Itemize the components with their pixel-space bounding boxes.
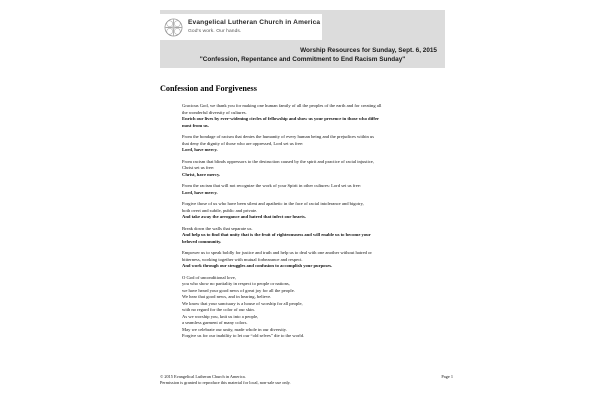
leader-line: the wonderful diversity of cultures. [182, 109, 247, 115]
title-line-2: "Confession, Repentance and Commitment to End Racism Sunday" [199, 56, 406, 64]
leader-line: We know that your sanctuary is a house of worship for all people, [182, 300, 303, 306]
congregation-response-line: And help us to find that unity that is the fruit of righteousness and will enable us to become your [182, 232, 371, 238]
congregation-response-line: Christ, have mercy. [182, 171, 221, 177]
leader-line: From the racism that will not recognize the work of your Spirit in other cultures: Lord set us free: [182, 183, 362, 189]
title-line-1: Worship Resources for Sunday, Sept. 6, 2015 [300, 47, 437, 54]
leader-line: May we celebrate our unity, made whole in our diversity. [182, 326, 287, 332]
congregation-response-line: Lord, have mercy. [182, 147, 218, 153]
worship-resource-title [160, 46, 445, 65]
liturgy-stanza [182, 201, 454, 221]
leader-line: Gracious God, we thank you for making one human family of all the peoples of the earth and for creating all [182, 103, 382, 108]
page-title: Confession and Forgiveness [160, 84, 257, 93]
congregation-response-line: most from us. [182, 122, 209, 128]
leader-line: we have heard your good news of great joy for all the people. [182, 287, 295, 293]
congregation-response-line: beloved community. [182, 238, 222, 244]
leader-line: We hear that good news, and in hearing, believe. [182, 294, 272, 300]
leader-line: a seamless garment of many colors. [182, 320, 248, 326]
leader-line: Break down the walls that separate us. [182, 225, 253, 231]
liturgy-stanza [182, 183, 454, 196]
leader-line: Empower us to speak boldly for justice and truth and help us to deal with one another without hatred or [182, 250, 372, 256]
liturgy-stanza [182, 250, 454, 270]
congregation-response-line: And take away the arrogance and hatred that infect our hearts. [182, 214, 306, 220]
logo-tagline: God's work. Our hands. [188, 28, 242, 34]
leader-line: From the bondage of racism that denies the humanity of every human being and the prejudices within us [182, 134, 374, 140]
leader-line: bitterness, working together with mutual forbearance and respect. [182, 256, 303, 262]
leader-line: both overt and subtle, public and private. [182, 207, 258, 213]
elca-logo [160, 14, 322, 40]
logo-title: Evangelical Lutheran Church in America [188, 19, 321, 27]
leader-line: Forgive us for our inability to let our “old selves” die to the world. [182, 333, 305, 339]
leader-line: O God of unconditional love, [182, 274, 236, 280]
liturgy-stanza [182, 103, 454, 129]
leader-line: Christ set us free: [182, 165, 215, 171]
congregation-response-line: Lord, have mercy. [182, 189, 218, 195]
leader-line: As we worship you, knit us into a people, [182, 313, 259, 319]
elca-cross-emblem-icon [164, 18, 183, 37]
footer-page-number: Page 1 [441, 374, 453, 379]
logo-text [188, 20, 320, 34]
footer-permission: Permission is granted to reproduce this material for local, non-sale use only. [160, 380, 291, 386]
liturgy-stanza [182, 159, 454, 179]
leader-line: Forgive those of us who have been silent and apathetic in the face of racial intolerance and bigotry, [182, 201, 364, 207]
footer-copyright: © 2015 Evangelical Lutheran Church in America. [160, 374, 246, 379]
leader-line: you who show no partiality in respect to people or nations, [182, 281, 290, 287]
leader-line: with no regard for the color of our skin. [182, 307, 255, 313]
leader-line: that deny the dignity of those who are oppressed, Lord set us free: [182, 140, 304, 146]
liturgy-stanza [182, 226, 454, 246]
congregation-response-line: Enrich our lives by ever-widening circles of fellowship and show us your presence in those who differ [182, 116, 380, 122]
liturgy-body [182, 103, 454, 340]
leader-line: From racism that blinds oppressors to the destruction caused by the spirit and practice of racial injustice, [182, 158, 374, 164]
footer-left [160, 374, 291, 387]
congregation-response-line: And work through our struggles and confusion to accomplish your purposes. [182, 263, 333, 269]
page-footer [160, 374, 455, 387]
liturgy-stanza [182, 134, 454, 154]
liturgy-stanza [182, 275, 454, 340]
